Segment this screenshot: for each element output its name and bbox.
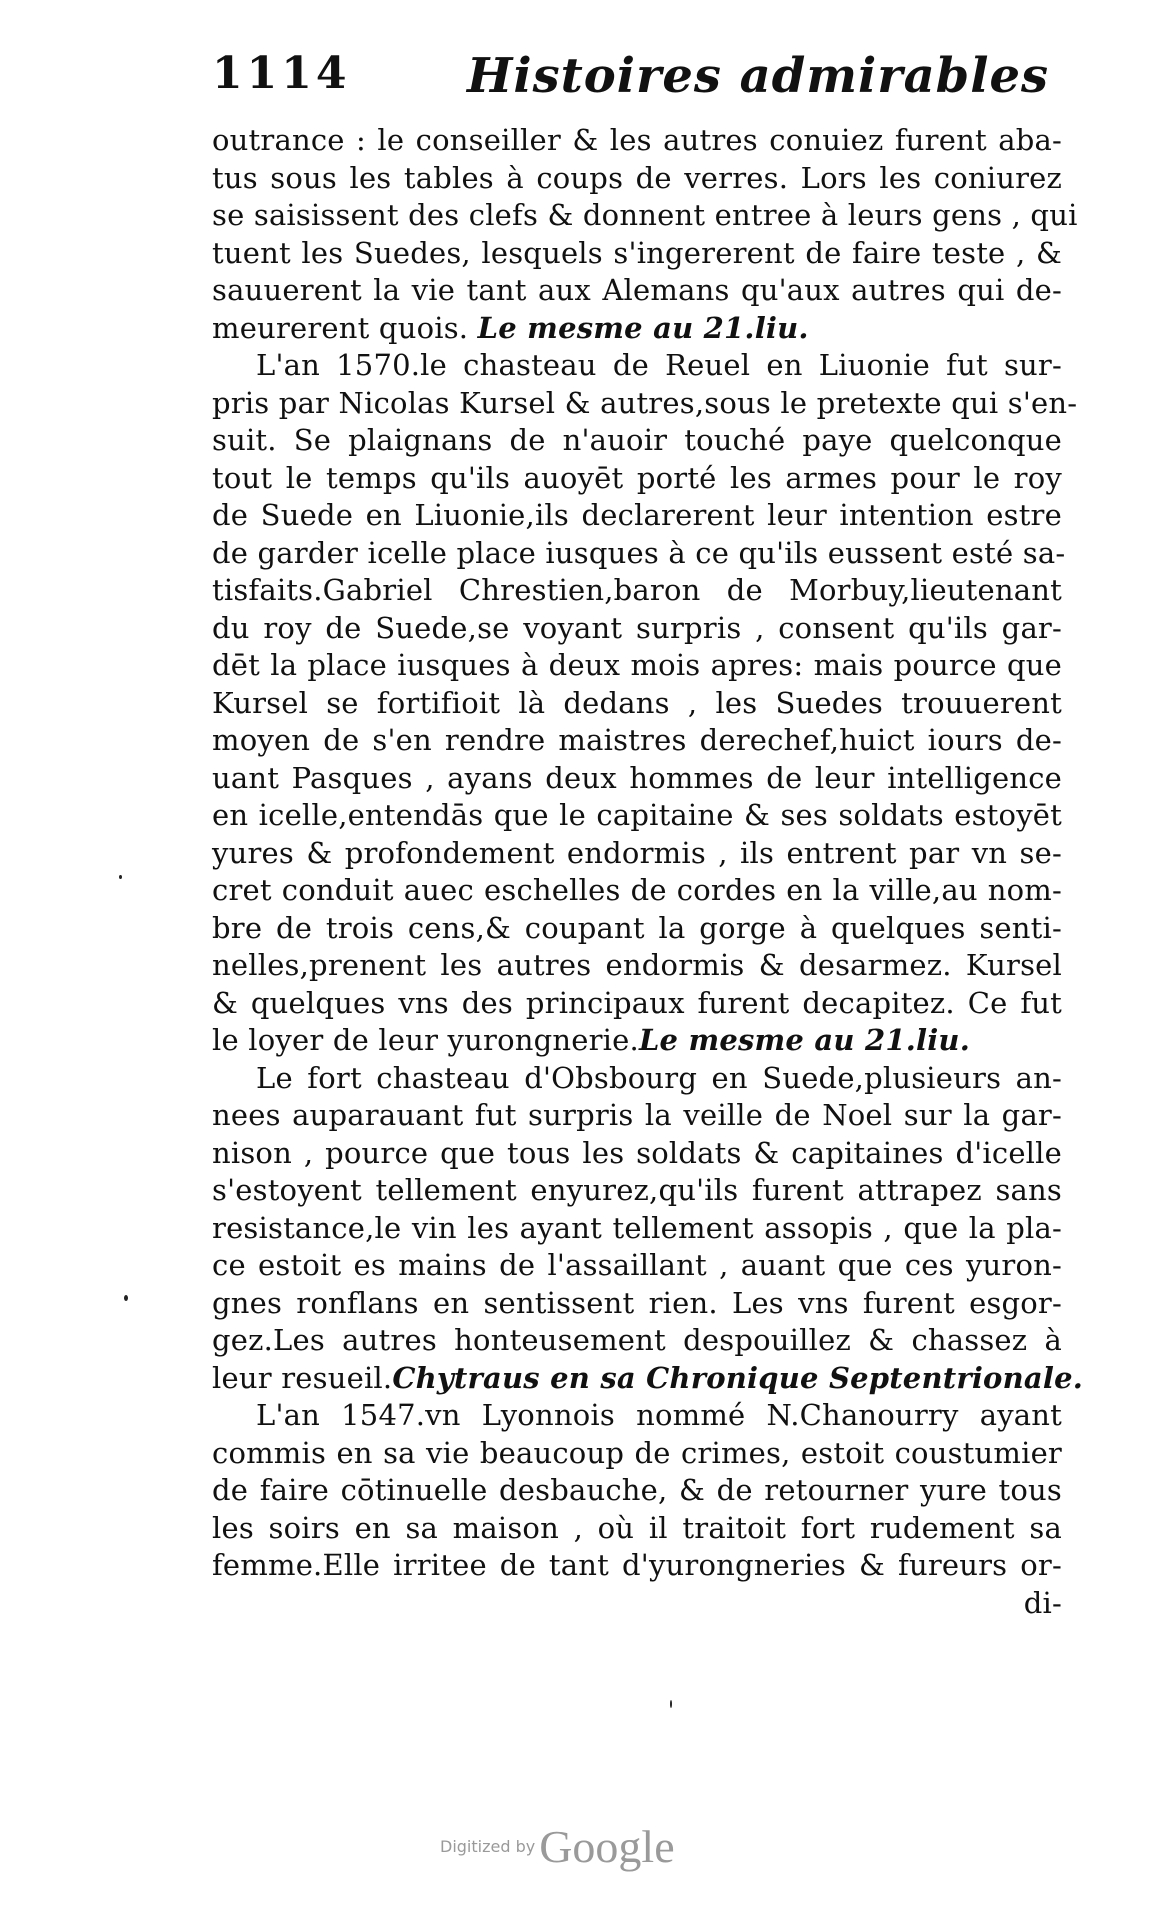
citation: Chytraus en sa Chronique Septentrionale. bbox=[392, 1360, 1084, 1395]
text-line bbox=[212, 1172, 1062, 1210]
line-text: de faire cōtinuelle desbauche, & de retourner yure tous bbox=[212, 1473, 1062, 1507]
text-line bbox=[212, 422, 1062, 460]
line-text: bre de trois cens,& coupant la gorge à quelques senti- bbox=[212, 910, 1062, 945]
text-line bbox=[212, 347, 1062, 385]
line-text: resistance,le vin les ayant tellement assopis , que la pla- bbox=[212, 1210, 1062, 1245]
line-text: meurerent quois. bbox=[212, 310, 478, 345]
line-text: nelles,prenent les autres endormis & desarmez. Kursel bbox=[212, 948, 1062, 982]
line-text: en icelle,entendās que le capitaine & ses soldats estoyēt bbox=[212, 798, 1062, 832]
text-line bbox=[212, 610, 1062, 648]
line-text: & quelques vns des principaux furent decapitez. Ce fut bbox=[212, 985, 1062, 1020]
running-title: Histoires admirables bbox=[467, 48, 1050, 104]
text-line bbox=[212, 1547, 1062, 1585]
text-line bbox=[212, 835, 1062, 873]
line-text: tisfaits.Gabriel Chrestien,baron de Morbuy,lieutenant bbox=[212, 573, 1062, 607]
text-line bbox=[212, 1360, 1084, 1398]
line-text: uant Pasques , ayans deux hommes de leur intelligence bbox=[212, 760, 1062, 795]
line-text: le loyer de leur yurongnerie. bbox=[212, 1023, 639, 1057]
text-line bbox=[212, 1022, 1062, 1060]
text-line bbox=[212, 235, 1062, 273]
line-text: leur resueil. bbox=[212, 1360, 393, 1395]
text-line bbox=[212, 1285, 1062, 1323]
text-line bbox=[212, 1135, 1062, 1173]
text-line bbox=[212, 722, 1062, 760]
text-line bbox=[212, 1585, 1062, 1623]
line-text: pris par Nicolas Kursel & autres,sous le pretexte qui s'en- bbox=[212, 385, 1078, 420]
text-line bbox=[212, 647, 1062, 685]
text-line bbox=[212, 1397, 1062, 1435]
line-text: gez.Les autres honteusement despouillez & chassez à bbox=[212, 1323, 1062, 1357]
google-logo: Google bbox=[539, 1821, 675, 1872]
text-line bbox=[212, 760, 1062, 798]
line-text: Le fort chasteau d'Obsbourg en Suede,plusieurs an- bbox=[256, 1060, 1062, 1095]
line-text: tout le temps qu'ils auoyēt porté les armes pour le roy bbox=[212, 460, 1062, 495]
line-text: nees auparauant fut surpris la veille de Noel sur la gar- bbox=[212, 1098, 1062, 1132]
line-text: du roy de Suede,se voyant surpris , consent qu'ils gar- bbox=[212, 610, 1062, 645]
line-text: tus sous les tables à coups de verres. Lors les coniurez bbox=[212, 160, 1062, 195]
line-text: L'an 1547.vn Lyonnois nommé N.Chanourry ayant bbox=[256, 1398, 1062, 1432]
digitized-by-label: Digitized by bbox=[440, 1837, 536, 1856]
citation: Le mesme au 21.liu. bbox=[477, 310, 809, 345]
text-line bbox=[212, 535, 1066, 573]
folio-number: 1114 bbox=[212, 48, 351, 99]
text-line bbox=[212, 197, 1078, 235]
text-line bbox=[212, 1472, 1062, 1510]
text-line bbox=[212, 1060, 1062, 1098]
text-line bbox=[212, 685, 1062, 723]
line-text: L'an 1570.le chasteau de Reuel en Liuonie fut sur- bbox=[256, 348, 1062, 382]
line-text: commis en sa vie beaucoup de crimes, estoit coustumier bbox=[212, 1435, 1062, 1470]
text-line bbox=[212, 460, 1062, 498]
line-text: femme.Elle irritee de tant d'yurongneries & fureurs or- bbox=[212, 1548, 1062, 1582]
text-line bbox=[212, 122, 1062, 160]
ink-speck bbox=[670, 1700, 672, 1708]
line-text: les soirs en sa maison , où il traitoit fort rudement sa bbox=[212, 1510, 1062, 1545]
citation: Le mesme au 21.liu. bbox=[638, 1023, 971, 1057]
line-text: ce estoit es mains de l'assaillant , auant que ces yuron- bbox=[212, 1248, 1062, 1282]
line-text: gnes ronflans en sentissent rien. Les vns furent esgor- bbox=[212, 1285, 1062, 1320]
text-line bbox=[212, 797, 1062, 835]
line-text: di- bbox=[1023, 1585, 1062, 1620]
text-line bbox=[212, 872, 1062, 910]
line-text: suit. Se plaignans de n'auoir touché paye quelconque bbox=[212, 423, 1062, 457]
body-text bbox=[212, 122, 1084, 1622]
line-text: cret conduit auec eschelles de cordes en la ville,au nom- bbox=[212, 873, 1062, 907]
text-line bbox=[212, 385, 1078, 423]
line-text: nison , pource que tous les soldats & capitaines d'icelle bbox=[212, 1135, 1062, 1170]
ink-speck bbox=[119, 875, 122, 879]
text-line bbox=[212, 160, 1062, 198]
line-text: Kursel se fortifioit là dedans , les Suedes trouuerent bbox=[212, 685, 1062, 720]
digitized-by-google-watermark bbox=[440, 1820, 675, 1870]
line-text: de garder icelle place iusques à ce qu'ils eussent esté sa- bbox=[212, 535, 1066, 570]
text-line bbox=[212, 1435, 1062, 1473]
line-text: moyen de s'en rendre maistres derechef,huict iours de- bbox=[212, 723, 1062, 757]
line-text: se saisissent des clefs & donnent entree à leurs gens , qui bbox=[212, 198, 1078, 232]
line-text: s'estoyent tellement enyurez,qu'ils furent attrapez sans bbox=[212, 1173, 1062, 1207]
text-line bbox=[212, 497, 1062, 535]
text-line bbox=[212, 1247, 1062, 1285]
line-text: de Suede en Liuonie,ils declarerent leur intention estre bbox=[212, 498, 1062, 532]
page-header bbox=[212, 48, 1092, 118]
text-line bbox=[212, 572, 1062, 610]
text-line bbox=[212, 1322, 1062, 1360]
text-line bbox=[212, 985, 1062, 1023]
text-line bbox=[212, 1210, 1062, 1248]
text-line bbox=[212, 910, 1062, 948]
text-line bbox=[212, 1510, 1062, 1548]
text-line bbox=[212, 272, 1062, 310]
text-line bbox=[212, 947, 1062, 985]
ink-speck bbox=[124, 1295, 128, 1301]
line-text: tuent les Suedes, lesquels s'ingererent de faire teste , & bbox=[212, 235, 1062, 270]
line-text: outrance : le conseiller & les autres conuiez furent aba- bbox=[212, 123, 1062, 157]
text-line bbox=[212, 1097, 1062, 1135]
line-text: yures & profondement endormis , ils entrent par vn se- bbox=[212, 835, 1062, 870]
text-line bbox=[212, 310, 1062, 348]
line-text: sauuerent la vie tant aux Alemans qu'aux autres qui de- bbox=[212, 273, 1062, 307]
line-text: dēt la place iusques à deux mois apres: mais pource que bbox=[212, 648, 1062, 682]
